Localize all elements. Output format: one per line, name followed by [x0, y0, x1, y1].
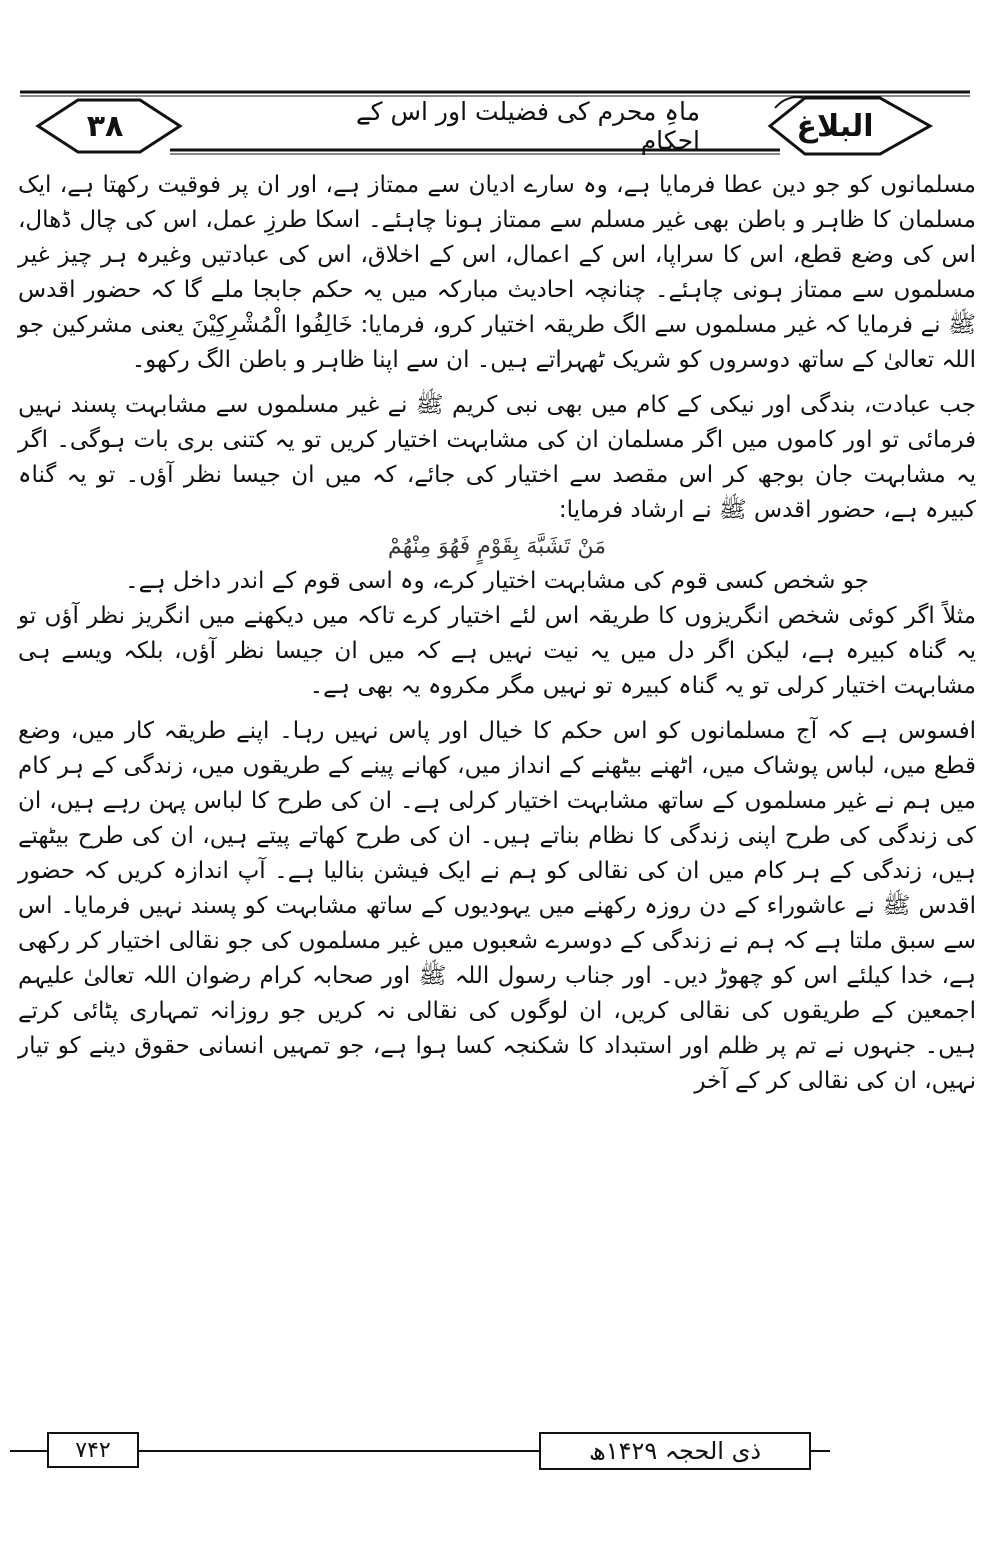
article-body	[18, 168, 976, 1109]
page-number: ۳۸	[86, 108, 124, 144]
paragraph-4: افسوس ہے کہ آج مسلمانوں کو اس حکم کا خیال اور پاس نہیں رہا۔ اپنے طریقہ کار میں، وضع قطع میں، لباس پوشاک میں، اٹھنے بیٹھنے کے انداز میں، کھانے پینے کے طریقوں میں، زندگی کے ہر کام میں ہم نے غیر مسلموں کے ساتھ مشابہت اختیار کرلی ہے۔ ان کی طرح کا لباس پہن رہے ہیں، ان کی زندگی کی طرح اپنی زندگی کا نظام بناتے ہیں۔ ان کی طرح کھاتے پیتے ہیں، ان کی طرح بیٹھتے ہیں، زندگی کے ہر کام میں ان کی نقالی کو ہم نے ایک فیشن بنالیا ہے۔ آپ اندازہ کریں کہ حضور اقدس ﷺ نے عاشوراء کے دن روزہ رکھنے میں یہودیوں کے ساتھ مشابہت کو پسند نہیں فرمایا۔ اس سے سبق ملتا ہے کہ ہم نے زندگی کے دوسرے شعبوں میں غیر مسلموں کی جو نقالی اختیار کر رکھی ہے، خدا کیلئے اس کو چھوڑ دیں۔ اور جناب رسول اللہ ﷺ اور صحابہ کرام رضوان اللہ تعالیٰ علیہم اجمعین کے طریقوں کی نقالی کریں، ان لوگوں کی نقالی نہ کریں جو روزانہ تمہاری پٹائی کرتے ہیں۔ جنہوں نے تم پر ظلم اور استبداد کا شکنجہ کسا ہوا ہے، جو تمہیں انسانی حقوق دینے کو تیار نہیں، ان کی نقالی کر کے آخر	[18, 718, 976, 1094]
footer-frame	[0, 1415, 990, 1475]
paragraph-3: مثلاً اگر کوئی شخص انگریزوں کا طریقہ اس لئے اختیار کرے تاکہ میں دیکھنے میں انگریز نظر آؤں تو یہ گناہ کبیرہ ہے، لیکن اگر دل میں یہ نیت نہیں ہے کہ میں ان جیسا نظر آؤں، بلکہ ویسے ہی مشابہت اختیار کرلی تو یہ گناہ کبیرہ تو نہیں مگر مکروہ یہ بھی ہے۔	[18, 603, 976, 699]
page-header	[0, 0, 990, 180]
hadith-arabic: مَنْ تَشَبَّهَ بِقَوْمٍ فَهُوَ مِنْهُمْ	[387, 534, 607, 559]
running-title: ماہِ محرم کی فضیلت اور اس کے احکام	[356, 97, 700, 155]
magazine-logo: البلاغ	[796, 108, 874, 144]
page-footer	[0, 1415, 990, 1475]
footer-date-box: ذی الحجہ ۱۴۲۹ھ	[588, 1437, 762, 1465]
hadith-translation: جو شخص کسی قوم کی مشابہت اختیار کرے، وہ اسی قوم کے اندر داخل ہے۔	[125, 568, 869, 594]
paragraph-2: جب عبادت، بندگی اور نیکی کے کام میں بھی نبی کریم ﷺ نے غیر مسلموں سے مشابہت پسند نہیں فرمائی تو اور کاموں میں اگر مسلمان ان کی مشابہت اختیار کریں تو یہ کتنی بری بات ہوگی۔ اگر یہ مشابہت جان بوجھ کر اس مقصد سے اختیار کی جائے، کہ میں ان جیسا نظر آؤں۔ تو یہ گناہ کبیرہ ہے، حضور اقدس ﷺ نے ارشاد فرمایا:	[18, 392, 976, 523]
paragraph-1: مسلمانوں کو جو دین عطا فرمایا ہے، وہ سارے ادیان سے ممتاز ہے، اور ان پر فوقیت رکھتا ہے، ایک مسلمان کا ظاہر و باطن بھی غیر مسلم سے ممتاز ہونا چاہئے۔ اسکا طرزِ عمل، اس کی چال ڈھال، اس کی وضع قطع، اس کا سراپا، اس کے اعمال، اس کے اخلاق، اس کی عبادتیں وغیرہ ہر چیز غیر مسلموں سے ممتاز ہونی چاہئے۔ چنانچہ احادیث مبارکہ میں یہ حکم جابجا ملے گا کہ حضور اقدس ﷺ نے فرمایا کہ غیر مسلموں سے الگ طریقہ اختیار کرو، فرمایا: خَالِفُوا الْمُشْرِكِيْنَ یعنی مشرکین جو اللہ تعالیٰ کے ساتھ دوسروں کو شریک ٹھہراتے ہیں۔ ان سے اپنا ظاہر و باطن الگ رکھو۔	[18, 172, 976, 373]
footer-page-box: ۷۴۲	[75, 1437, 111, 1463]
